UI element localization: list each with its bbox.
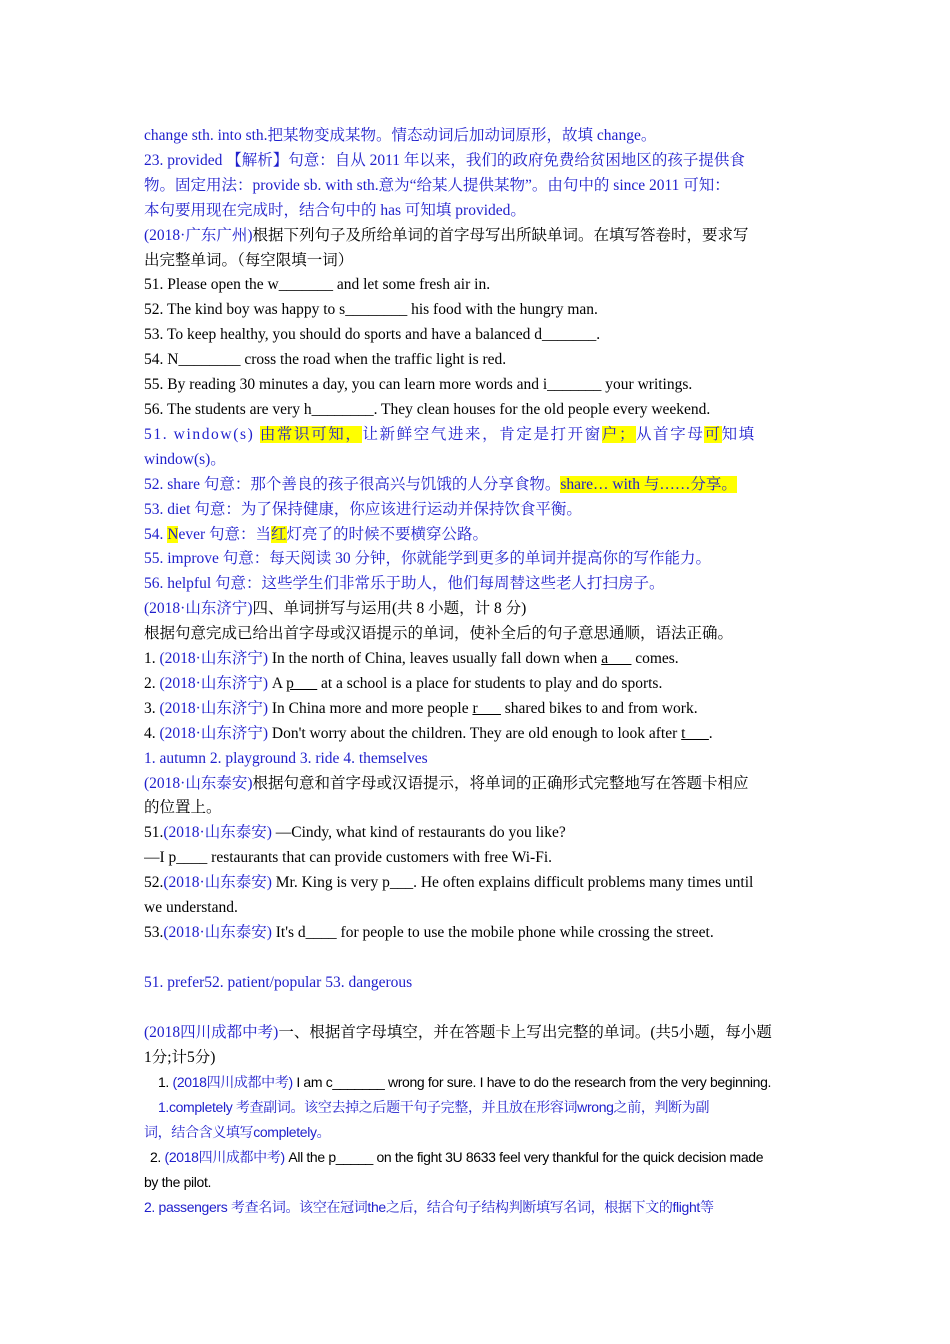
answer-text: 知填 [721,425,756,443]
question-line [144,273,808,298]
instruction-text: 的位置上。 [144,799,222,817]
instruction-text: 四、单词拼写与运用(共 8 小题，计 8 分) [252,600,527,618]
source-tag: (2018·山东济宁) [159,724,268,742]
question-line [144,921,808,946]
question-text: Don't worry about the children. They are old enough to look after [268,724,682,742]
question-number: 52. [144,874,164,892]
answer-text: 1. autumn 2. playground 3. ride 4. themselves [144,749,428,767]
question-line [144,647,808,672]
answer-line [144,1195,808,1220]
text-line [144,199,808,224]
answer-line [144,572,808,597]
question-line [144,348,808,373]
answer-text: 51. prefer52. patient/popular 53. dangerous [144,973,413,991]
question-line [144,398,808,423]
answer-line [144,523,808,548]
question-text: In China more and more people [268,699,473,717]
question-text: In the north of China, leaves usually fall down when [268,650,602,668]
question-text: 52. The kind boy was happy to s________ his food with the hungry man. [144,301,598,319]
answer-text: 56. helpful 句意：这些学生们非常乐于助人，他们每周替这些老人打扫房子。 [144,575,665,593]
text-line [144,1046,808,1071]
instruction-text: 1分;计5分) [144,1048,216,1066]
question-line [144,846,808,871]
question-number: 4. [144,724,160,742]
question-text: 55. By reading 30 minutes a day, you can learn more words and i_______ your writings. [144,376,693,394]
instruction-text: 根据句意和首字母或汉语提示，将单词的正确形式完整地写在答题卡相应 [252,774,749,792]
question-number: 3. [144,699,160,717]
question-line [144,697,808,722]
source-tag: (2018·山东济宁) [159,650,268,668]
highlighted-text: 户； [601,425,637,443]
question-text: . [708,724,713,742]
text-span: change sth. into sth.把某物变成某物。情态动词后加动词原形，故填 change。 [144,127,657,144]
text-span: 物。固定用法：provide sb. with sth.意为“给某人提供某物”。由句中的 since 2011 可知： [144,176,730,194]
section-heading [144,772,808,797]
question-text: 51. Please open the w_______ and let some fresh air in. [144,276,491,294]
question-text: —I p____ restaurants that can provide customers with free Wi-Fi. [144,849,553,867]
answer-line [144,473,808,498]
spacer [144,946,808,971]
answer-text: 从首字母 [636,425,705,443]
answer-line [144,747,808,772]
section-heading [144,597,808,622]
instruction-text: 根据下列句子及所给单词的首字母写出所缺单词。在填写答卷时，要求写 [252,226,749,244]
section-heading [144,224,808,249]
question-number: 1. [158,1074,173,1091]
answer-line [144,498,808,523]
highlighted-text: 可 [704,425,722,443]
source-tag: (2018·山东泰安) [163,924,272,941]
source-tag: (2018·山东泰安) [163,874,272,892]
question-text: 56. The students are very h________. They clean houses for the old people every weekend. [144,400,711,418]
highlighted-text: N [167,525,179,543]
question-line [144,821,808,846]
question-number: 51. [144,824,164,842]
source-tag: (2018四川成都中考) [144,1023,279,1041]
text-line [144,249,808,274]
source-tag: (2018·山东济宁) [159,699,268,717]
question-line [144,722,808,747]
text-line [144,622,808,647]
question-text: shared bikes to and from work. [500,699,698,717]
text-line [144,174,808,199]
blank: r___ [472,699,501,717]
question-text: I am c_______ wrong for sure. I have to do the research from the very beginning. [292,1074,772,1091]
question-text: A [268,674,287,692]
text-line [144,149,808,174]
answer-line [144,423,808,448]
text-span: 出完整单词。（每空限填一词） [144,251,354,269]
question-text: 53. To keep healthy, you should do sports and have a balanced d_______. [144,326,601,344]
answer-text: 灯亮了的时候不要横穿公路。 [286,525,489,543]
question-line [144,298,808,323]
blank: p___ [286,674,318,692]
answer-text: 让新鲜空气进来，肯定是打开窗 [362,425,602,443]
answer-text: 52. share 句意：那个善良的孩子很高兴与饥饿的人分享食物。 [144,475,561,493]
highlighted-text: 由常识可知， [259,425,363,443]
answer-text: 55. improve 句意：每天阅读 30 分钟，你就能学到更多的单词并提高你的写作能力。 [144,550,712,568]
question-line [144,373,808,398]
answer-text: 53. diet 句意：为了保持健康，你应该进行运动并保持饮食平衡。 [144,500,582,518]
text-line [144,796,808,821]
answer-text: 词，结合含义填写completely。 [144,1124,331,1141]
question-line [144,1145,808,1170]
question-text: by the pilot. [144,1174,212,1191]
question-text: at a school is a place for students to play and do sports. [317,674,663,692]
source-tag: (2018·山东泰安) [163,824,272,842]
answer-text: window(s)。 [144,450,226,468]
source-tag: (2018·山东济宁) [159,674,268,692]
answer-text: 2. passengers 考查名词。该空在冠词the之后，结合句子结构判断填写名词，根据下文的flight等 [144,1198,714,1215]
question-line [144,672,808,697]
answer-text: 1.completely 考查副词。该空去掉之后题干句子完整，并且放在形容词wrong之前，判断为副 [158,1099,710,1116]
question-line [144,896,808,921]
instruction-text: 一、根据首字母填空，并在答题卡上写出完整的单词。(共5小题，每小题 [278,1023,772,1041]
text-line [144,124,808,149]
question-text: All the p_____ on the fight 3U 8633 feel very thankful for the quick decision made [284,1149,764,1166]
source-tag: (2018·广东广州) [144,226,253,244]
question-text: comes. [631,650,679,668]
instruction-text: 根据句意完成已给出首字母或汉语提示的单词，使补全后的句子意思通顺，语法正确。 [144,625,734,643]
answer-text: 51. window(s) [144,425,260,443]
source-tag: (2018·山东泰安) [144,774,253,792]
question-text: 54. N________ cross the road when the traffic light is red. [144,351,507,369]
question-number: 2. [150,1149,165,1166]
question-text: —Cindy, what kind of restaurants do you like? [271,824,566,842]
spacer [144,996,808,1021]
answer-text: ever 句意：当 [178,525,271,543]
blank: t___ [681,724,709,742]
highlighted-text: share… with 与……分享。 [560,475,737,493]
source-tag: (2018·山东济宁) [144,600,253,618]
question-number: 53. [144,924,164,941]
question-line [144,1170,808,1195]
question-line [144,323,808,348]
text-span: 本句要用现在完成时，结合句中的 has 可知填 provided。 [144,201,526,219]
document-body [144,124,808,1220]
question-number: 1. [144,650,160,668]
source-tag: (2018四川成都中考) [164,1149,285,1166]
question-text: we understand. [144,899,238,917]
text-span: 23. provided 【解析】句意：自从 2011 年以来，我们的政府免费给贫困地区的孩子提供食 [144,151,745,169]
answer-line [144,971,808,996]
answer-line [144,1120,808,1145]
section-heading [144,1021,808,1046]
answer-line [144,1095,808,1120]
highlighted-text: 红 [271,525,287,543]
question-text: It's d____ for people to use the mobile phone while crossing the street. [271,924,714,941]
answer-text: 54. [144,525,168,543]
question-text: Mr. King is very p___. He often explains difficult problems many times until [271,874,754,892]
answer-line [144,547,808,572]
question-line [144,871,808,896]
question-number: 2. [144,674,160,692]
question-line [144,1070,808,1095]
answer-line [144,448,808,473]
source-tag: (2018四川成都中考) [172,1074,293,1091]
blank: a___ [601,650,632,668]
